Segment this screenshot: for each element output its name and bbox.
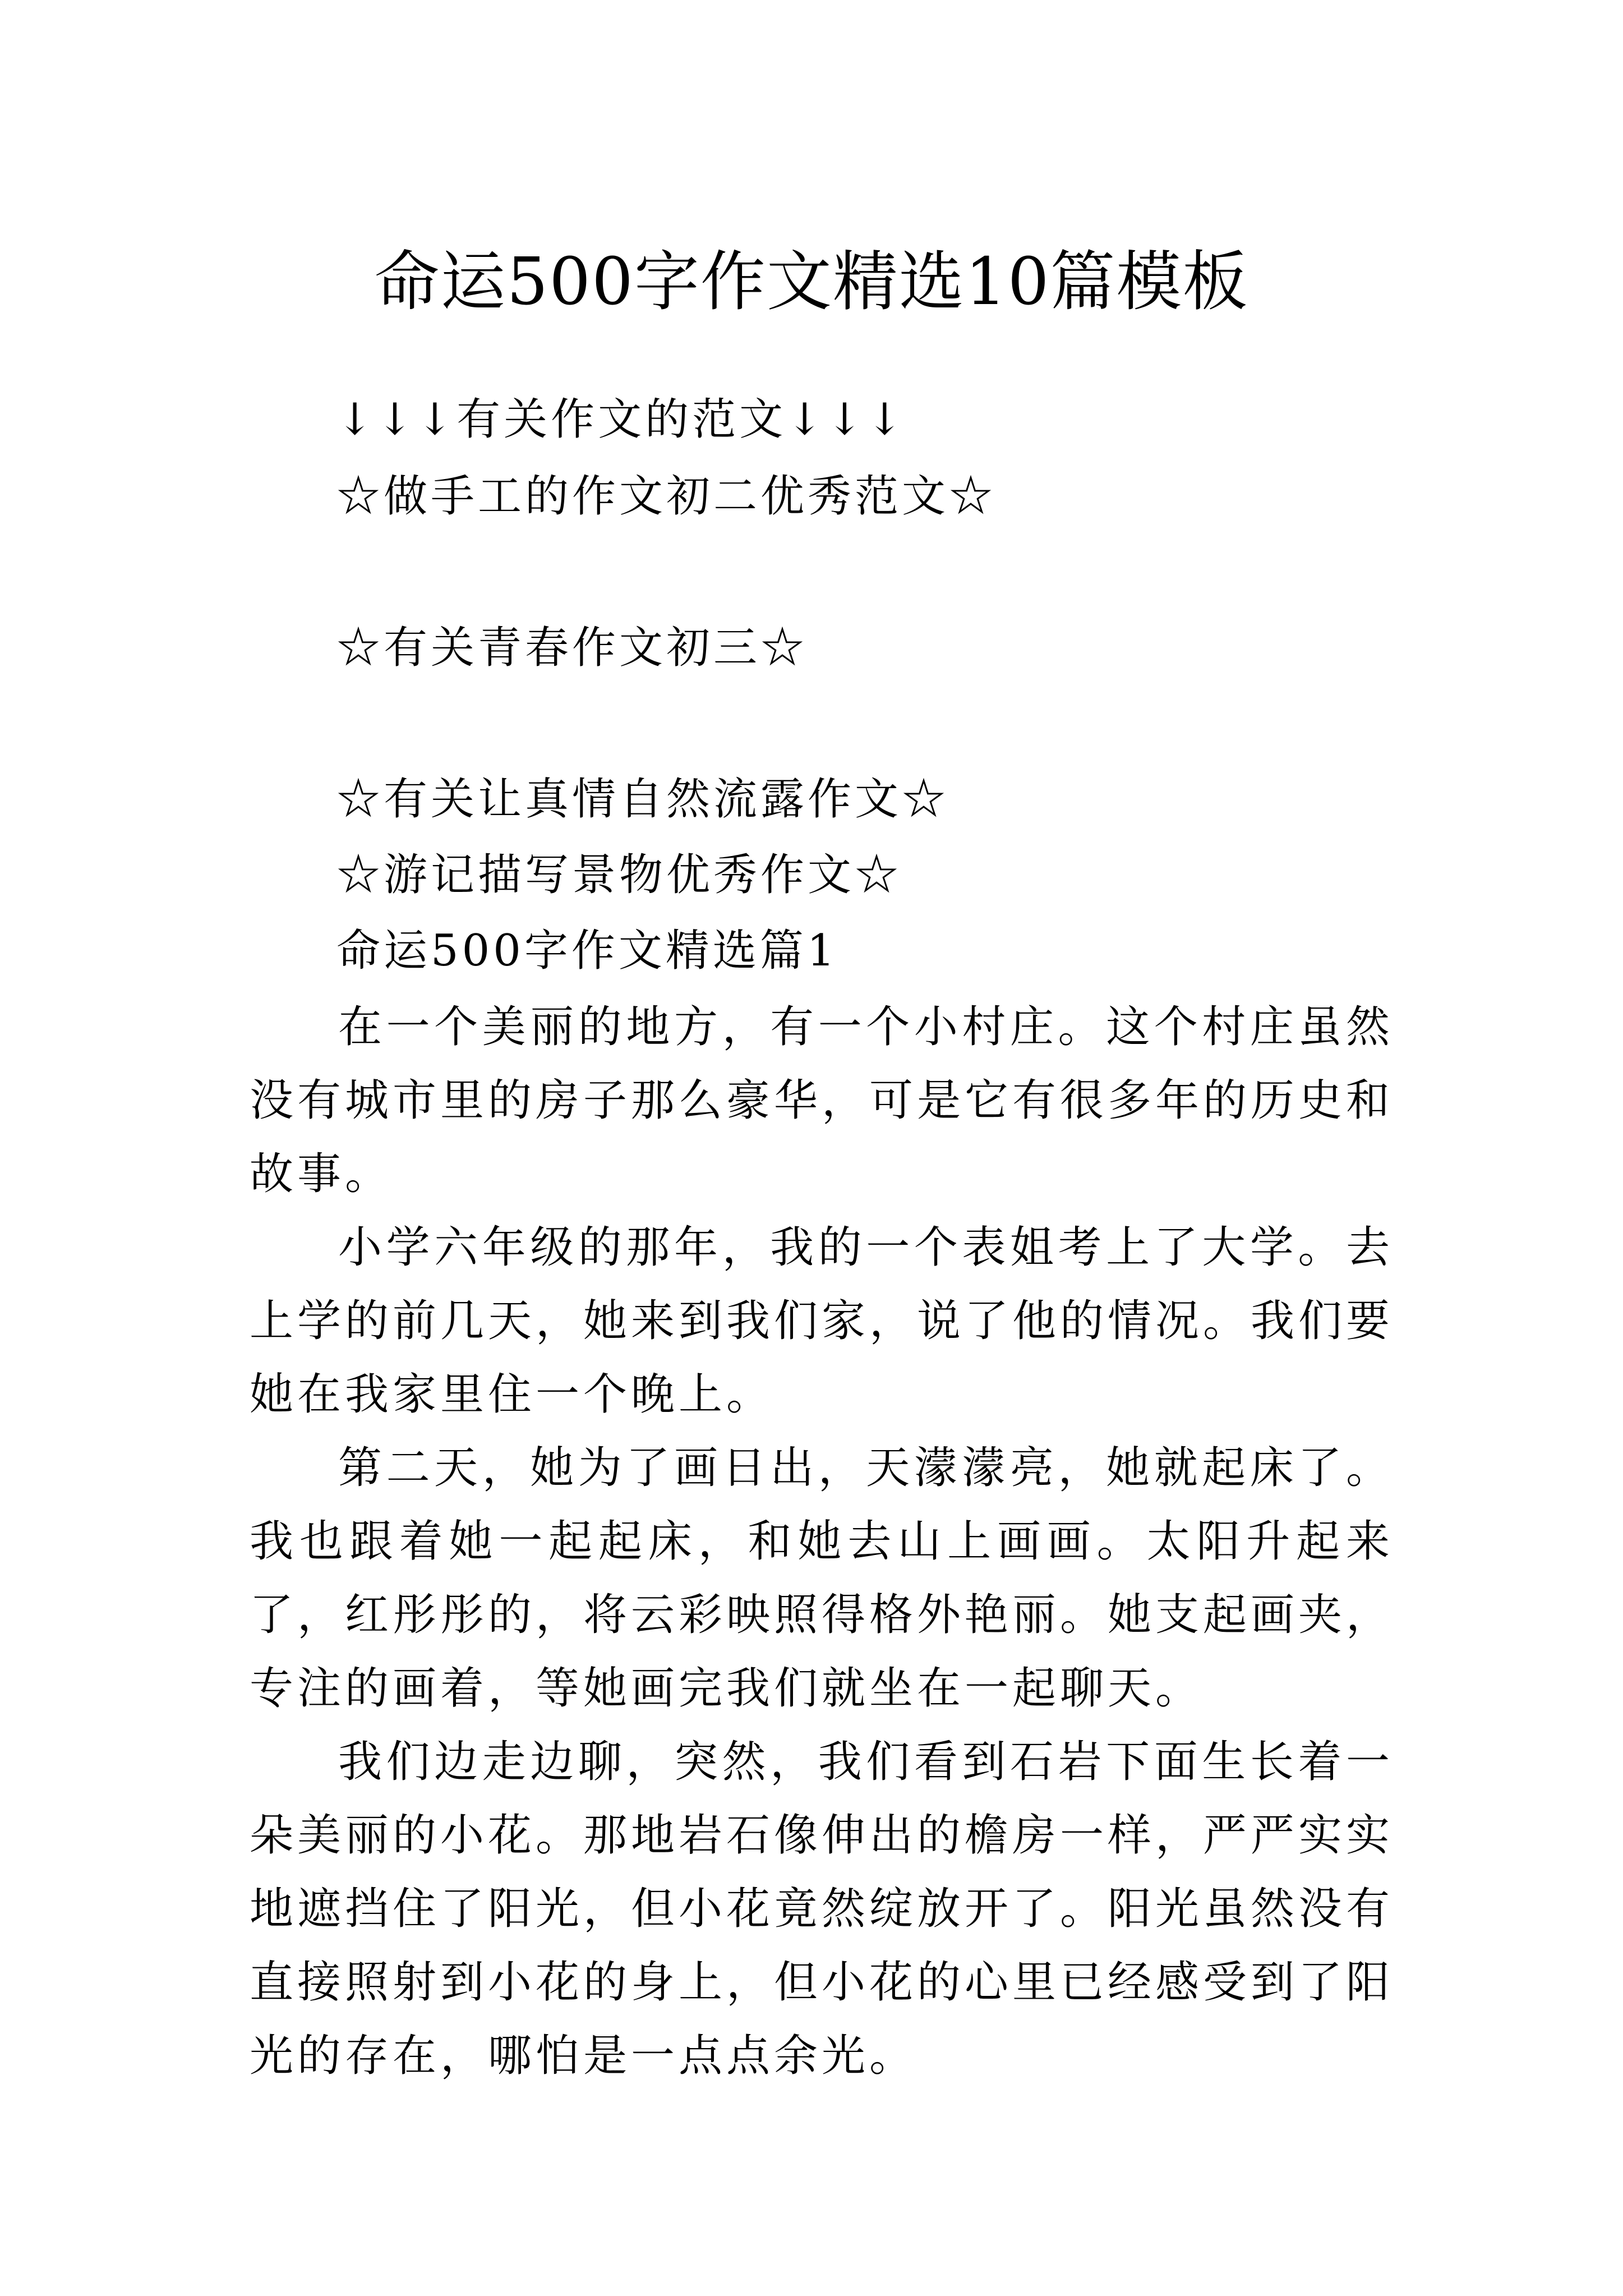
related-link-travel-notes[interactable]: ☆游记描写景物优秀作文☆	[336, 850, 902, 900]
related-link-true-feelings[interactable]: ☆有关让真情自然流露作文☆	[336, 774, 949, 825]
essay-paragraph: 我们边走边聊，突然，我们看到石岩下面生长着一朵美丽的小花。那地岩石像伸出的檐房一样，严严实实地遮挡住了阳光，但小花竟然绽放开了。阳光虽然没有直接照射到小花的身上，但小花的心里已经感受到了阳光的存在，哪怕是一点点余光。	[250, 1737, 1394, 2081]
essay-paragraph: 第二天，她为了画日出，天濛濛亮，她就起床了。我也跟着她一起起床，和她去山上画画。太阳升起来了，红彤彤的，将云彩映照得格外艳丽。她支起画夹，专注的画着，等她画完我们就坐在一起聊天。	[250, 1443, 1394, 1714]
related-essays-header: ↓↓↓有关作文的范文↓↓↓	[336, 394, 907, 445]
essay-body	[250, 991, 1394, 2093]
related-link-youth[interactable]: ☆有关青春作文初三☆	[336, 623, 808, 673]
document-title: 命运500字作文精选10篇模板	[374, 243, 1249, 320]
section-heading: 命运500字作文精选篇1	[336, 926, 838, 976]
essay-paragraph: 在一个美丽的地方，有一个小村庄。这个村庄虽然没有城市里的房子那么豪华，可是它有很多年的历史和故事。	[250, 1002, 1394, 1199]
essay-paragraph: 小学六年级的那年，我的一个表姐考上了大学。去上学的前几天，她来到我们家，说了他的情况。我们要她在我家里住一个晚上。	[250, 1222, 1394, 1420]
related-link-handcraft[interactable]: ☆做手工的作文初二优秀范文☆	[336, 471, 997, 522]
